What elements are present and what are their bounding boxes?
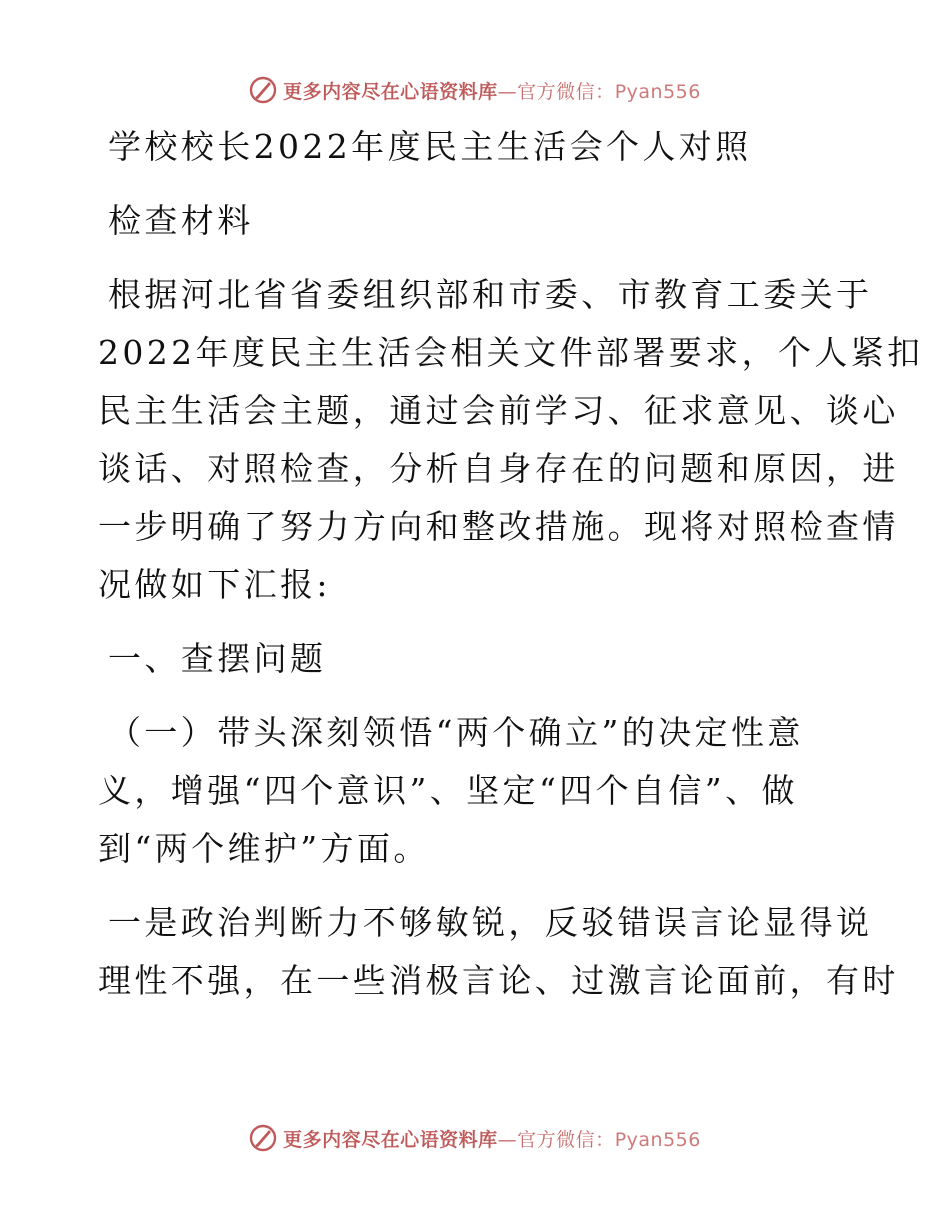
document-title-line-1: 学校校长2022年度民主生活会个人对照 [108, 127, 752, 166]
watermark-main: 更多内容尽在心语资料库 [283, 80, 498, 103]
intro-line-6: 况做如下汇报: [98, 565, 331, 604]
point-line-1: 一是政治判断力不够敏锐，反驳错误言论显得说 [108, 903, 873, 942]
intro-line-1: 根据河北省省委组织部和市委、市教育工委关于 [108, 275, 873, 314]
quill-logo-icon [249, 76, 277, 104]
quill-logo-icon [249, 1124, 277, 1152]
watermark-main: 更多内容尽在心语资料库 [283, 1128, 498, 1151]
intro-line-3: 民主生活会主题，通过会前学习、征求意见、谈心 [98, 391, 899, 430]
watermark-text [283, 1125, 701, 1152]
footer-watermark [0, 1118, 950, 1158]
watermark-text [283, 77, 701, 104]
point-line-2: 理性不强，在一些消极言论、过激言论面前，有时 [98, 961, 899, 1000]
watermark-account: Pyan556 [614, 1128, 701, 1151]
watermark-account: Pyan556 [614, 80, 701, 103]
subsection-line-1: （一）带头深刻领悟“两个确立”的决定性意 [108, 713, 804, 752]
document-body [98, 118, 924, 1010]
subsection-line-3: 到“两个维护”方面。 [98, 829, 430, 868]
document-title-line-2: 检查材料 [108, 201, 254, 240]
section-heading: 一、查摆问题 [108, 639, 327, 678]
intro-line-5: 一步明确了努力方向和整改措施。现将对照检查情 [98, 507, 899, 546]
intro-line-4: 谈话、对照检查，分析自身存在的问题和原因，进 [98, 449, 899, 488]
watermark-separator: — [497, 80, 518, 103]
watermark-official: 官方微信： [517, 1128, 615, 1151]
intro-line-2: 2022年度民主生活会相关文件部署要求，个人紧扣 [98, 333, 924, 372]
watermark-official: 官方微信： [517, 80, 615, 103]
header-watermark [0, 70, 950, 110]
subsection-line-2: 义，增强“四个意识”、坚定“四个自信”、做 [98, 771, 798, 810]
watermark-separator: — [497, 1128, 518, 1151]
